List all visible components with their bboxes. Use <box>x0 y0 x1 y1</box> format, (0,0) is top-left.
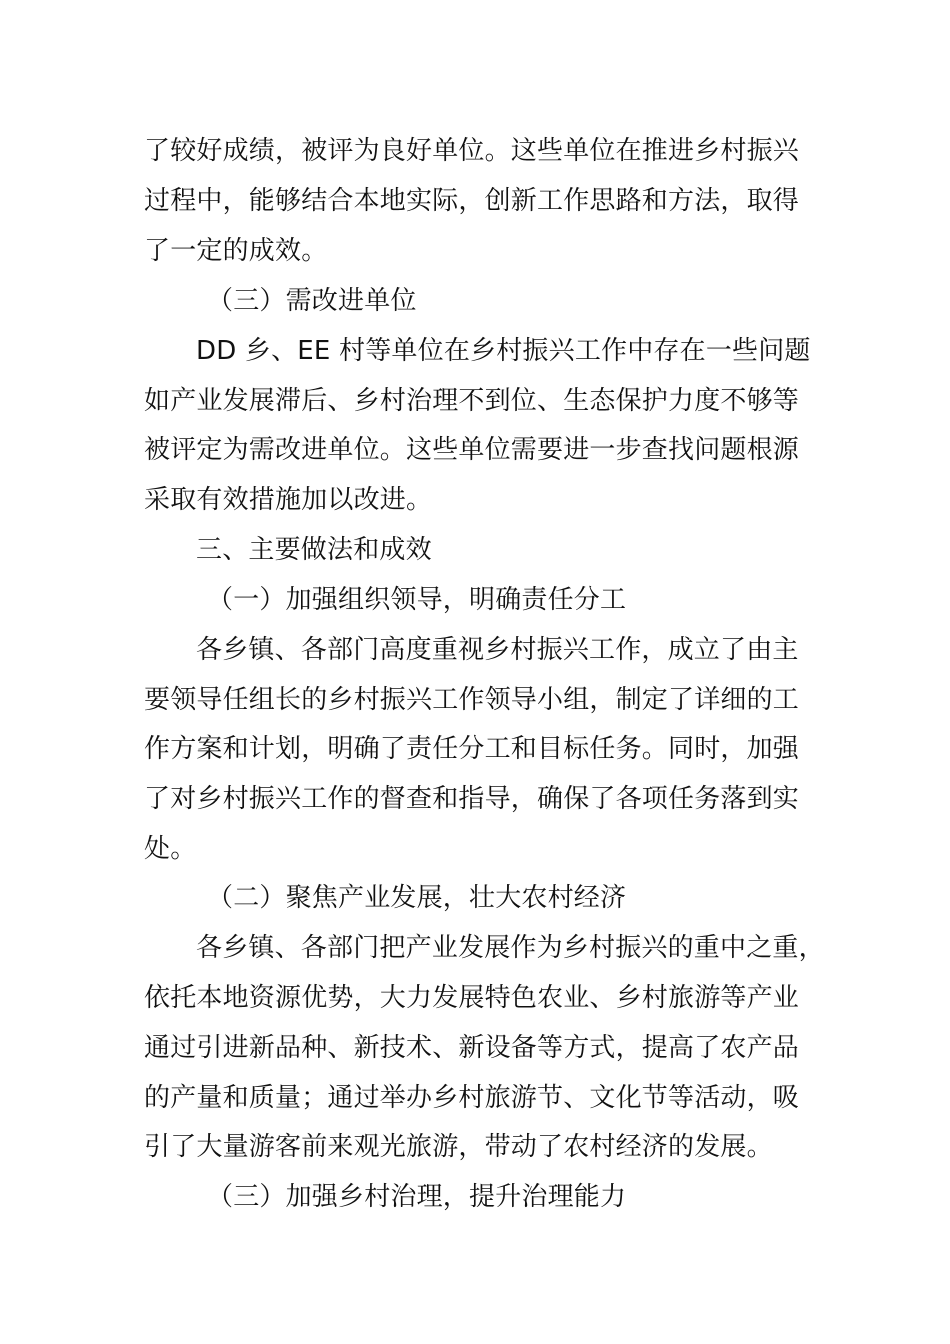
body-text-line: 引了大量游客前来观光旅游，带动了农村经济的发展。 <box>144 1132 773 1162</box>
section-subheading: （三）需改进单位 <box>207 286 417 316</box>
body-text-line: 了一定的成效。 <box>144 236 328 266</box>
body-text-line: 了对乡村振兴工作的督查和指导，确保了各项任务落到实 <box>144 784 800 814</box>
body-text-line: 被评定为需改进单位。这些单位需要进一步查找问题根源 <box>144 435 800 465</box>
body-text-line: 各乡镇、各部门高度重视乡村振兴工作，成立了由主 <box>196 635 799 665</box>
body-text-line: DD 乡、EE 村等单位在乡村振兴工作中存在一些问题 <box>196 336 811 366</box>
body-text-line: 过程中，能够结合本地实际，创新工作思路和方法，取得 <box>144 186 800 216</box>
body-text-line: 通过引进新品种、新技术、新设备等方式，提高了农产品 <box>144 1033 800 1063</box>
body-text-line: 如产业发展滞后、乡村治理不到位、生态保护力度不够等 <box>144 386 800 416</box>
body-text-line: 采取有效措施加以改进。 <box>144 485 433 515</box>
body-text-line: 作方案和计划，明确了责任分工和目标任务。同时，加强 <box>144 734 800 764</box>
body-text-line: 各乡镇、各部门把产业发展作为乡村振兴的重中之重， <box>196 933 825 963</box>
section-subheading: （二）聚焦产业发展，壮大农村经济 <box>207 883 627 913</box>
section-heading: 三、主要做法和成效 <box>196 535 432 565</box>
body-text-line: 的产量和质量；通过举办乡村旅游节、文化节等活动，吸 <box>144 1083 800 1113</box>
body-text-line: 要领导任组长的乡村振兴工作领导小组，制定了详细的工 <box>144 685 800 715</box>
body-text-line: 处。 <box>144 834 197 864</box>
section-subheading: （三）加强乡村治理，提升治理能力 <box>207 1182 627 1212</box>
section-subheading: （一）加强组织领导，明确责任分工 <box>207 585 627 615</box>
body-text-line: 依托本地资源优势，大力发展特色农业、乡村旅游等产业 <box>144 983 800 1013</box>
body-text-line: 了较好成绩，被评为良好单位。这些单位在推进乡村振兴 <box>144 136 800 166</box>
